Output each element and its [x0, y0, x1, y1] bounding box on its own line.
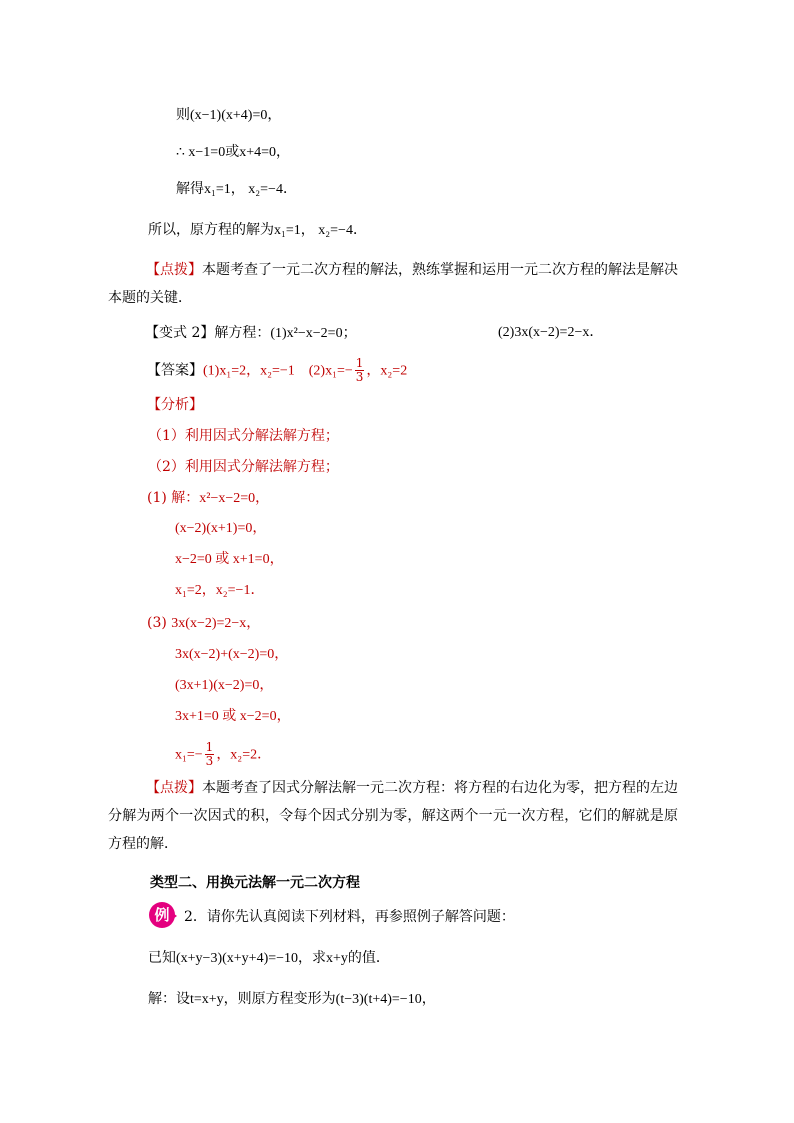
- solution-3-prefix: (3): [147, 615, 172, 631]
- solution-1-eq-a: x²−x−2=0，: [199, 491, 270, 506]
- tip-paragraph-2: [108, 774, 678, 858]
- example-badge-pointer: [170, 911, 177, 921]
- variant-line: [145, 323, 357, 344]
- solution-1-line-d: x₁=2，x₂=−1．: [175, 583, 265, 598]
- variant-question-2: (2)3x(x−2)=2−x．: [498, 325, 604, 340]
- solution-intro-line: 解：设t=x+y，则原方程变形为(t−3)(t+4)=−10，: [148, 992, 436, 1007]
- solution-3-line-c: (3x+1)(x−2)=0，: [175, 678, 274, 693]
- solution-3-line-e: x₁=− $\frac{1}{3}$ ，x₂=2．: [175, 740, 272, 768]
- tip-text-2: 本题考查了因式分解法解一元二次方程：将方程的右边化为零，把方程的左边分解为两个一次因式的积，令每个因式分别为零，解这两个一元一次方程，它们的解就是原方程的解．: [108, 780, 678, 852]
- tip-text: 本题考查了一元二次方程的解法，熟练掌握和运用一元二次方程的解法是解决本题的关键．: [108, 262, 678, 306]
- solution-1-line-a: [147, 488, 269, 509]
- given-line: 已知(x+y−3)(x+y+4)=−10，求x+y的值．: [148, 951, 390, 966]
- answer-part-1: (1)x₁=2，x₂=−1 (2)x₁=−: [203, 363, 353, 379]
- analysis-line-2: （2）利用因式分解法解方程；: [148, 459, 339, 475]
- example-badge-icon: 例: [149, 902, 175, 928]
- step-line-1: 则(x−1)(x+4)=0，: [176, 108, 282, 123]
- example-intro: 2．请你先认真阅读下列材料，再参照例子解答问题：: [184, 909, 515, 925]
- solution-3-fraction: $\frac{1}{3}$: [205, 740, 214, 768]
- conclusion-line: 所以，原方程的解为x₁=1， x₂=−4．: [148, 223, 367, 238]
- answer-fraction: $\frac{1}{3}$: [355, 356, 364, 384]
- section-heading: 类型二、用换元法解一元二次方程: [150, 875, 360, 891]
- answer-part-2: ，x₂=2: [366, 363, 408, 379]
- tip-label: 【点拨】: [146, 262, 202, 278]
- analysis-line-1: （1）利用因式分解法解方程；: [148, 428, 339, 444]
- step-line-2: ∴ x−1=0或x+4=0，: [176, 145, 290, 160]
- analysis-label: 【分析】: [147, 397, 203, 413]
- variant-label: 【变式 2】: [145, 325, 215, 341]
- tip-paragraph-1: [108, 256, 678, 312]
- solution-1-line-c: x−2=0 或 x+1=0，: [175, 552, 284, 567]
- variant-question-1: 解方程：(1)x²−x−2=0；: [214, 326, 357, 341]
- solution-3-line-d: 3x+1=0 或 x−2=0，: [175, 709, 291, 724]
- answer-line: [147, 357, 407, 384]
- tip-label-2: 【点拨】: [146, 780, 202, 796]
- solution-3-eq-a: 3x(x−2)=2−x，: [171, 616, 261, 631]
- solution-3-line-a: [147, 613, 260, 634]
- step-line-3: 解得x₁=1， x₂=−4．: [176, 182, 297, 197]
- answer-label: 【答案】: [147, 362, 203, 379]
- solution-3-line-b: 3x(x−2)+(x−2)=0，: [175, 647, 289, 662]
- solution-1-prefix: (1) 解：: [147, 490, 200, 506]
- solution-1-line-b: (x−2)(x+1)=0，: [175, 521, 267, 536]
